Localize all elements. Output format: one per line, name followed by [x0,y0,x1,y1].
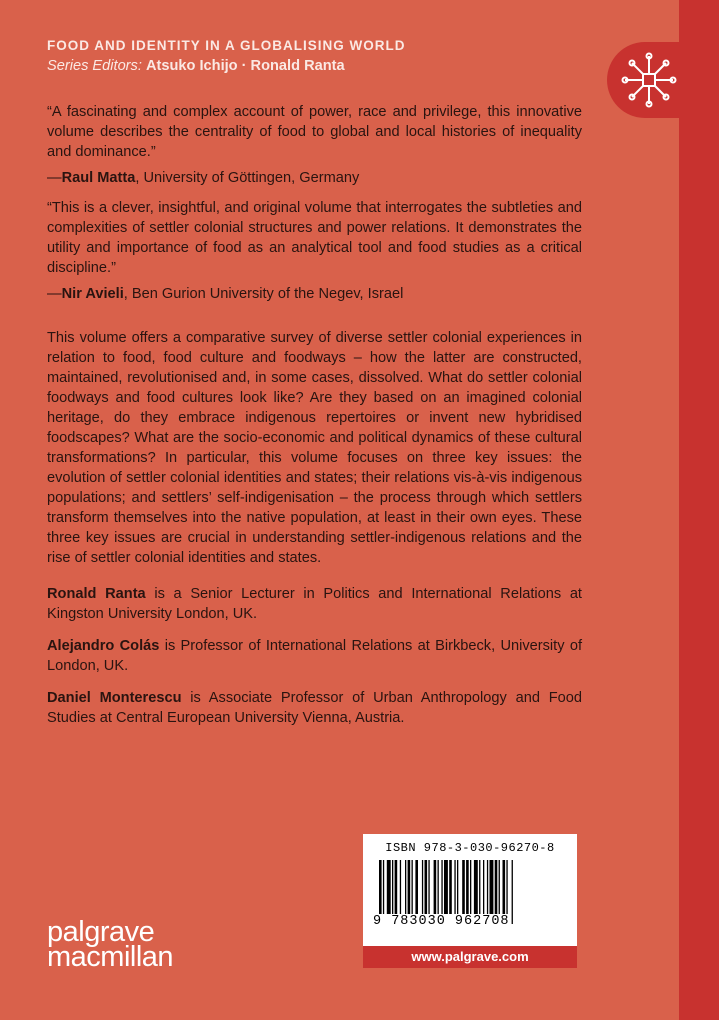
quote-2-attribution [47,284,582,304]
quote-1: “A fascinating and complex account of power, race and privilege, this innovative volume describes the centrality of food to global and local histories of inequality and dominance.” [47,104,582,160]
quote-2-name: Nir Avieli [61,286,124,302]
series-title: FOOD AND IDENTITY IN A GLOBALISING WORLD [47,38,406,53]
author-bio-3 [47,688,582,728]
author-3-bio: is Associate Professor of Urban Anthropology and Food Studies at Central European University Vienna, Austria. [47,690,582,726]
isbn-label: ISBN 978-3-030-96270-8 [385,841,555,855]
author-bio-1 [47,584,582,624]
series-editors [47,56,582,76]
quote-1-attribution [47,168,582,188]
publisher-url[interactable]: www.palgrave.com [363,946,577,968]
author-1-name: Ronald Ranta [47,586,146,602]
spine-strip [679,0,719,1020]
author-3-name: Daniel Monterescu [47,690,182,706]
barcode-digits-text: 9 783030 962708 [373,914,510,929]
quote-2: “This is a clever, insightful, and original volume that interrogates the subtleties and complexities of settler colonial structures and power relations. It demonstrates the utility and importance of food as an analytical tool and food studies as a critical discipline.” [47,200,582,276]
back-cover-content [47,36,582,740]
editors-label: Series Editors: [47,58,142,74]
palgrave-star-icon [621,52,677,108]
author-2-bio: is Professor of International Relations at Birkbeck, University of London, UK. [47,638,582,674]
attribution-dash: — [47,286,62,302]
quote-2-affiliation: , Ben Gurion University of the Negev, Israel [123,286,404,302]
author-2-name: Alejandro Colás [47,638,160,654]
logo-badge [607,42,719,118]
author-1-bio: is a Senior Lecturer in Politics and International Relations at Kingston University London, UK. [47,586,582,622]
publisher-name-line1: palgrave [47,916,155,948]
editors-names: Atsuko Ichijo · Ronald Ranta [145,58,345,74]
quote-1-affiliation: , University of Göttingen, Germany [135,170,360,186]
quote-1-name: Raul Matta [61,170,136,186]
book-description: This volume offers a comparative survey of diverse settler colonial experiences in relation to food, food culture and foodways – how the latter are constructed, maintained, revolutionised and, in some cases, dissolved. What do settler colonial foodways and food cultures look like? Are they based on an imagined colonial heritage, do they embrace indigenous repertoires or invent new hybridised foodscapes? What are the socio-economic and political dynamics of these cultural transformations? In particular, this volume focuses on three key issues: the evolution of settler colonial identities and states; their relations vis-à-vis indigenous populations; and settlers’ self-indigenisation – the process through which settlers transform themselves into the native population, at least in their own eyes. These three key issues are crucial in understanding settler-indigenous relations and the rise of settler colonial identities and states. [47,330,582,566]
barcode-digits [373,914,567,929]
author-bio-2 [47,636,582,676]
publisher-name-line2: macmillan [47,941,174,973]
publisher-logo [47,916,174,973]
attribution-dash: — [47,170,62,186]
